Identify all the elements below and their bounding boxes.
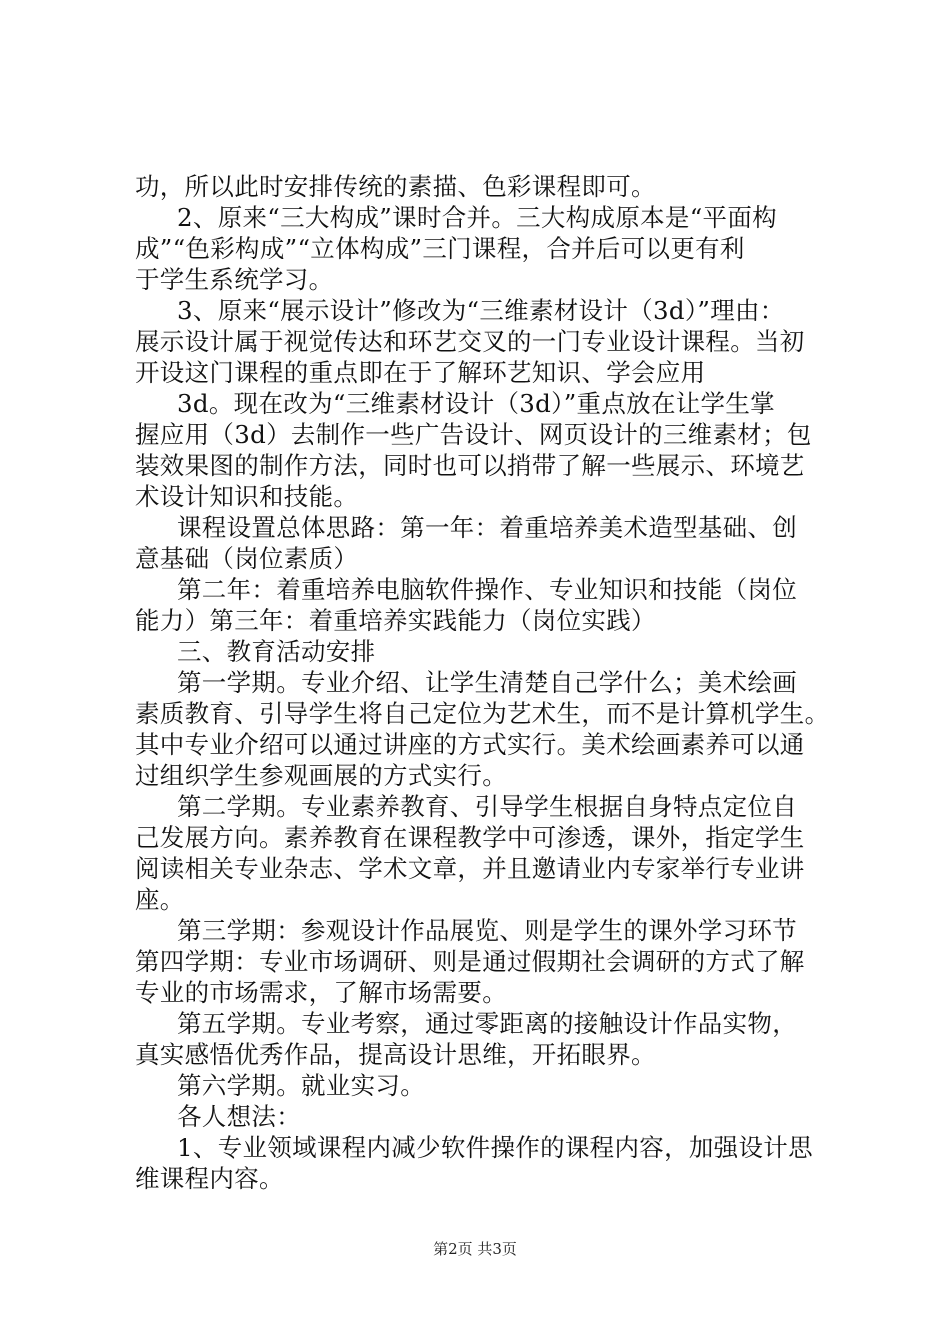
- text-line: 术设计知识和技能。: [135, 482, 359, 511]
- text-line: 第四学期：专业市场调研、则是通过假期社会调研的方式了解: [135, 947, 805, 976]
- text-line: 1、专业领域课程内减少软件操作的课程内容，加强设计思: [177, 1133, 813, 1162]
- text-line: 成”“色彩构成”“立体构成”三门课程，合并后可以更有利: [135, 234, 745, 263]
- text-line: 2、原来“三大构成”课时合并。三大构成原本是“平面构: [177, 203, 777, 232]
- text-line: 座。: [135, 885, 185, 914]
- text-line: 过组织学生参观画展的方式实行。: [135, 761, 507, 790]
- text-line: 第二学期。专业素养教育、引导学生根据自身特点定位自: [177, 792, 797, 821]
- text-line: 第一学期。专业介绍、让学生清楚自己学什么；美术绘画: [177, 668, 797, 697]
- text-line: 课程设置总体思路：第一年：着重培养美术造型基础、创: [177, 513, 797, 542]
- text-line: 专业的市场需求，了解市场需要。: [135, 978, 507, 1007]
- text-line: 阅读相关专业杂志、学术文章，并且邀请业内专家举行专业讲: [135, 854, 805, 883]
- text-line: 第六学期。就业实习。: [177, 1071, 425, 1100]
- text-line: 能力）第三年：着重培养实践能力（岗位实践）: [135, 606, 656, 635]
- text-line: 第五学期。专业考察，通过零距离的接触设计作品实物，: [177, 1009, 797, 1038]
- page-number-footer: 第2页 共3页: [433, 1240, 517, 1258]
- text-line: 维课程内容。: [135, 1164, 284, 1193]
- text-line: 于学生系统学习。: [135, 265, 334, 294]
- text-line: 其中专业介绍可以通过讲座的方式实行。美术绘画素养可以通: [135, 730, 805, 759]
- text-line: 装效果图的制作方法，同时也可以捎带了解一些展示、环境艺: [135, 451, 805, 480]
- text-line: 第二年：着重培养电脑软件操作、专业知识和技能（岗位: [177, 575, 797, 604]
- text-line: 己发展方向。素养教育在课程教学中可渗透，课外，指定学生: [135, 823, 805, 852]
- text-line: 第三学期：参观设计作品展览、则是学生的课外学习环节: [177, 916, 797, 945]
- text-line: 3d。现在改为“三维素材设计（3d）”重点放在让学生掌: [177, 389, 775, 418]
- text-line: 3、原来“展示设计”修改为“三维素材设计（3d）”理由：: [177, 296, 785, 325]
- section-heading: 三、教育活动安排: [177, 637, 376, 666]
- text-line: 意基础（岗位素质）: [135, 544, 359, 573]
- text-line: 开设这门课程的重点即在于了解环艺知识、学会应用: [135, 358, 706, 387]
- text-line: 真实感悟优秀作品，提高设计思维，开拓眼界。: [135, 1040, 656, 1069]
- text-line: 各人想法：: [177, 1102, 301, 1131]
- text-line: 功，所以此时安排传统的素描、色彩课程即可。: [135, 172, 656, 201]
- text-line: 展示设计属于视觉传达和环艺交叉的一门专业设计课程。当初: [135, 327, 805, 356]
- text-line: 素质教育、引导学生将自己定位为艺术生，而不是计算机学生。: [135, 699, 830, 728]
- text-line: 握应用（3d）去制作一些广告设计、网页设计的三维素材；包: [135, 420, 812, 449]
